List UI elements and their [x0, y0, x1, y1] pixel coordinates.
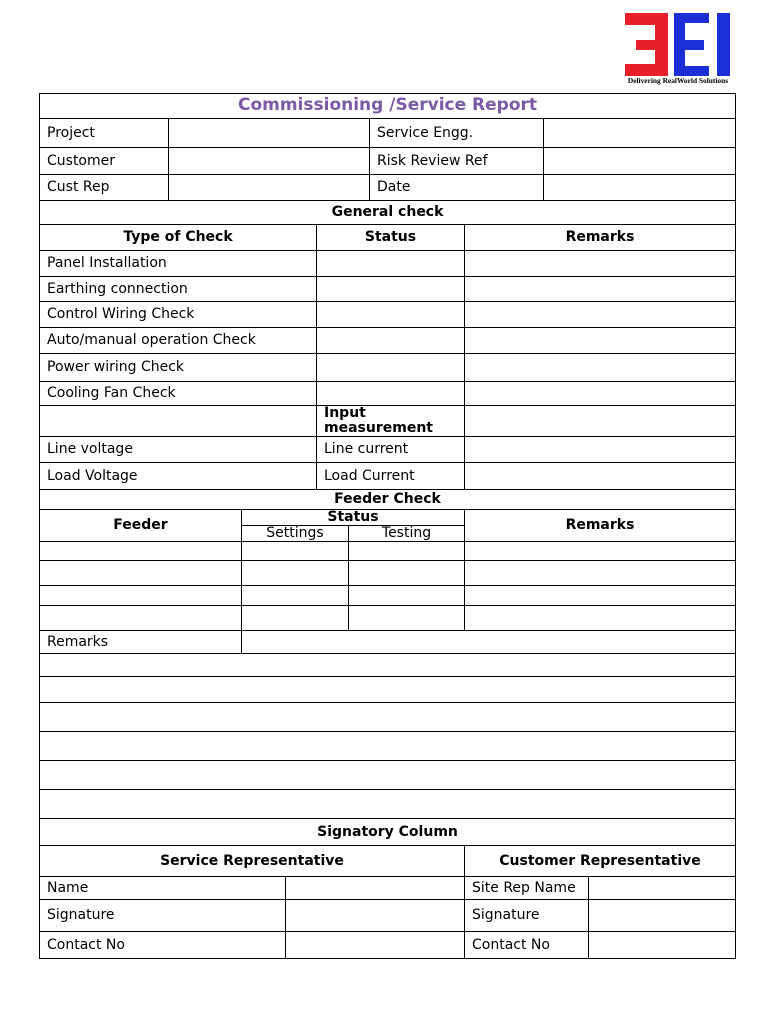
load-voltage-label: Load Voltage: [47, 467, 138, 484]
remarks-header: Remarks: [565, 229, 635, 246]
remarks-field[interactable]: [242, 631, 735, 653]
customer-contact-no-label: Contact No: [472, 936, 550, 953]
service-rep-header: Service Representative: [160, 852, 344, 869]
logo-three-shape: [625, 13, 668, 76]
check-row-label: Earthing connection: [47, 280, 188, 297]
general-check-heading: General check: [331, 204, 444, 221]
service-engg-field[interactable]: [544, 119, 735, 147]
logo-e-shape: [674, 13, 709, 76]
customer-rep-header: Customer Representative: [499, 852, 701, 869]
service-engg-label: Service Engg.: [377, 124, 474, 141]
feeder-header: Feeder: [113, 517, 168, 534]
risk-review-ref-field[interactable]: [544, 148, 735, 174]
settings-header: Settings: [266, 526, 324, 541]
project-label: Project: [47, 124, 95, 141]
site-rep-name-field[interactable]: [589, 877, 735, 899]
check-row-label: Cooling Fan Check: [47, 385, 176, 402]
remarks-label: Remarks: [47, 633, 109, 650]
load-current-label: Load Current: [324, 467, 415, 484]
feeder-remarks-header: Remarks: [565, 517, 635, 534]
name-field[interactable]: [286, 877, 464, 899]
contact-no-field[interactable]: [286, 932, 464, 958]
line-voltage-label: Line voltage: [47, 441, 133, 458]
customer-contact-no-field[interactable]: [589, 932, 735, 958]
page-title: Commissioning /Service Report: [237, 95, 538, 116]
customer-signature-field[interactable]: [589, 900, 735, 931]
site-rep-name-label: Site Rep Name: [472, 879, 576, 896]
date-field[interactable]: [544, 175, 735, 200]
signatory-heading: Signatory Column: [317, 823, 458, 840]
check-row-label: Control Wiring Check: [47, 306, 195, 323]
customer-signature-label: Signature: [472, 907, 540, 924]
check-row-label: Power wiring Check: [47, 359, 185, 376]
feeder-check-heading: Feeder Check: [334, 491, 441, 508]
logo-tagline: Delivering RealWorld Solutions: [627, 76, 729, 85]
contact-no-label: Contact No: [47, 936, 125, 953]
check-row-label: Panel Installation: [47, 255, 167, 272]
customer-field[interactable]: [169, 148, 369, 174]
feeder-status-header: Status: [327, 510, 379, 525]
cust-rep-label: Cust Rep: [47, 179, 110, 196]
signature-label: Signature: [47, 907, 115, 924]
risk-review-ref-label: Risk Review Ref: [377, 152, 488, 169]
status-header: Status: [364, 229, 417, 246]
line-current-label: Line current: [324, 441, 409, 458]
logo-i-shape: [717, 13, 730, 76]
customer-label: Customer: [47, 152, 116, 169]
input-measurement-header: Input measurement: [324, 406, 433, 436]
cust-rep-field[interactable]: [169, 175, 369, 200]
type-of-check-header: Type of Check: [123, 229, 233, 246]
signature-field[interactable]: [286, 900, 464, 931]
testing-header: Testing: [381, 526, 432, 541]
check-row-label: Auto/manual operation Check: [47, 332, 256, 349]
project-field[interactable]: [169, 119, 369, 147]
name-label: Name: [47, 879, 89, 896]
date-label: Date: [377, 179, 411, 196]
